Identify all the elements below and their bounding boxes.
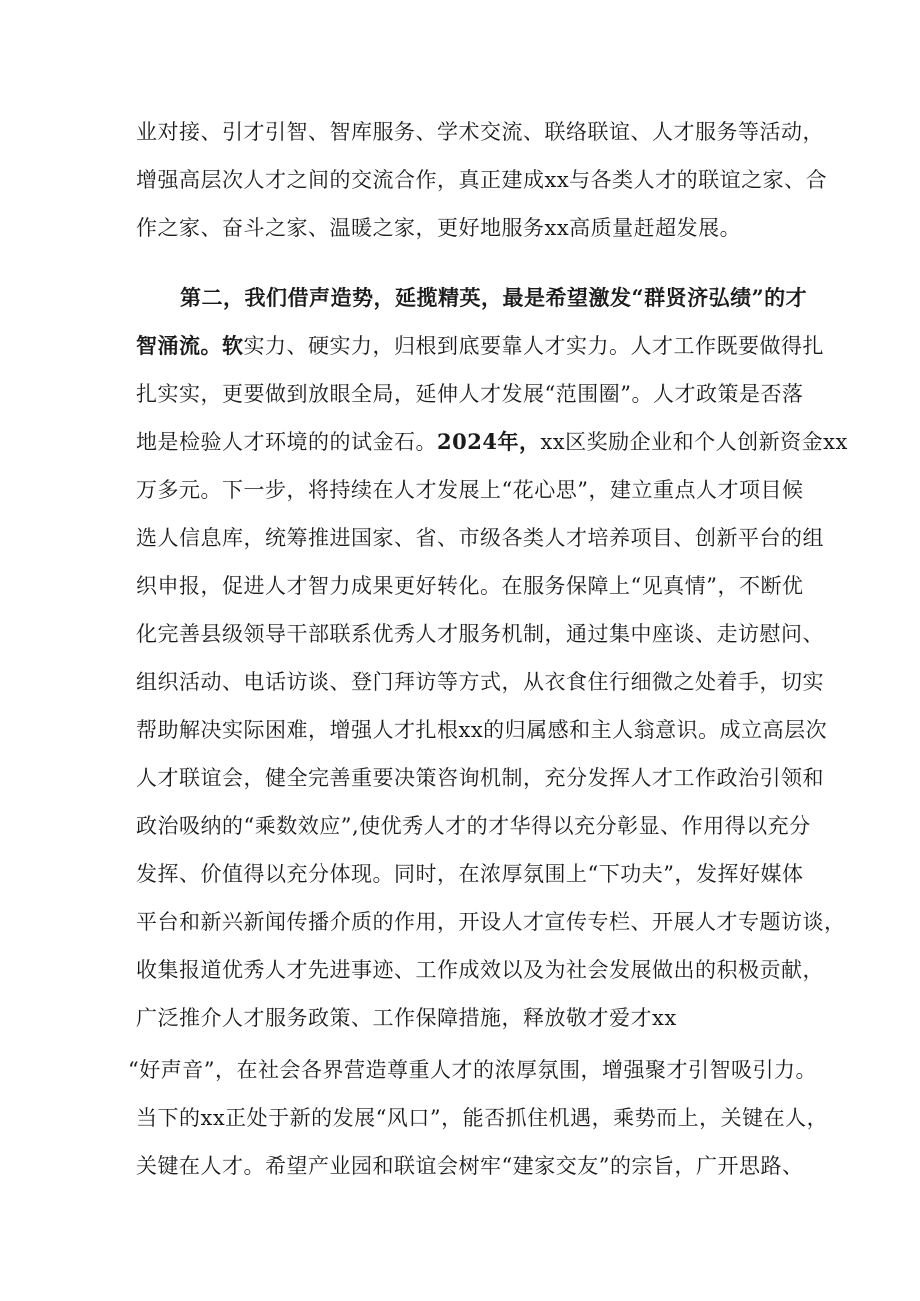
paragraph2-line-18: 当下的xx正处于新的发展“风口”，能否抓住机遇，乘势而上，关键在人，: [136, 1106, 829, 1130]
paragraph2-line-16: 广泛推介人才服务政策、工作保障措施，释放敬才爱才xx: [136, 1006, 677, 1030]
paragraph2-line-9: 组织活动、电话访谈、登门拜访等方式，从衣食住行细微之处着手，切实: [136, 670, 824, 694]
paragraph2-line-7: 织申报，促进人才智力成果更好转化。在服务保障上“见真情”，不断优: [136, 574, 804, 598]
paragraph2-line-3: 扎实实，更要做到放眼全局，延伸人才发展“范围圈”。人才政策是否落: [136, 382, 804, 406]
paragraph2-year-bold: 2024年，: [437, 429, 541, 454]
paragraph2-line-4-end: xx区奖励企业和个人创新资金xx: [540, 430, 848, 454]
paragraph2-line-5: 万多元。下一步，将持续在人才发展上“花心思”，建立重点人才项目候: [136, 478, 804, 502]
paragraph2-line-2-text: 实力、硬实力，归根到底要靠人才实力。人才工作既要做得扎: [243, 334, 824, 358]
paragraph2-line-2: [136, 322, 824, 370]
paragraph2-line-4-start: 地是检验人才环境的的试金石。: [136, 430, 437, 454]
paragraph2-line-17: “好声音”，在社会各界营造尊重人才的浓厚氛围，增强聚才引智吸引力。: [128, 1058, 817, 1082]
paragraph2-line-10: 帮助解决实际困难，增强人才扎根xx的归属感和主人翁意识。成立高层次: [136, 718, 828, 742]
paragraph1-line-3: 作之家、奋斗之家、温暖之家，更好地服务xx高质量赶超发展。: [136, 216, 742, 240]
paragraph2-line-8: 化完善县级领导干部联系优秀人才服务机制，通过集中座谈、走访慰问、: [136, 622, 824, 646]
paragraph2-line-11: 人才联谊会，健全完善重要决策咨询机制，充分发挥人才工作政治引领和: [136, 766, 824, 790]
paragraph2-line-6: 选人信息库，统筹推进国家、省、市级各类人才培养项目、创新平台的组: [136, 526, 824, 550]
paragraph2-heading-line-1: 第二，我们借声造势，延揽精英，最是希望激发“群贤济弘绩”的才: [180, 285, 808, 310]
paragraph2-line-13: 发挥、价值得以充分体现。同时，在浓厚氛围上“下功夫”，发挥好媒体: [136, 862, 804, 886]
paragraph2-line-4: [136, 418, 848, 466]
paragraph2-line-15: 收集报道优秀人才先进事迹、工作成效以及为社会发展做出的积极贡献，: [136, 958, 824, 982]
paragraph2-line-19: 关键在人才。希望产业园和联谊会树牢“建家交友”的宗旨，广开思路、: [136, 1154, 804, 1178]
paragraph2-heading-tail: 智涌流。软: [136, 333, 244, 358]
paragraph1-line-2: 增强高层次人才之间的交流合作，真正建成xx与各类人才的联谊之家、合: [136, 168, 828, 192]
paragraph1-line-1: 业对接、引才引智、智库服务、学术交流、联络联谊、人才服务等活动，: [136, 120, 824, 144]
paragraph2-line-14: 平台和新兴新闻传播介质的作用，开设人才宣传专栏、开展人才专题访谈，: [136, 910, 846, 934]
paragraph2-line-12: 政治吸纳的“乘数效应”,使优秀人才的才华得以充分彰显、作用得以充分: [136, 814, 811, 838]
